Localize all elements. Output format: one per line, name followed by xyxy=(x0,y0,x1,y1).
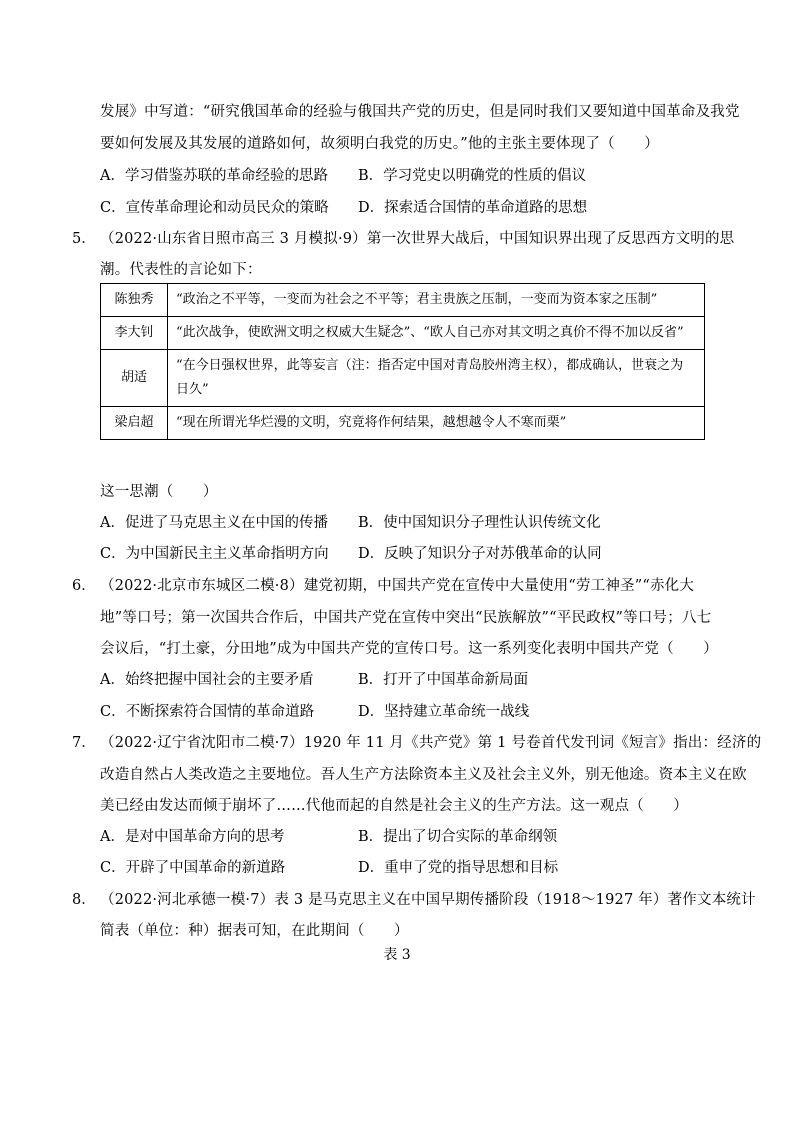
q5-option-b: B．使中国知识分子理性认识传统文化 xyxy=(358,515,601,531)
q7-option-c: C．开辟了中国革命的新道路 xyxy=(100,860,286,876)
table-row xyxy=(101,317,705,350)
quote-text: “现在所谓光华烂漫的文明，究竟将作何结果，越想越令人不寒而栗” xyxy=(168,407,705,440)
author-name: 梁启超 xyxy=(101,407,168,440)
q8-stem-line-1: （2022·河北承德一模·7）表 3 是马克思主义在中国早期传播阶段（1918～1927 年）著作文本统计 xyxy=(100,892,756,908)
q5-number: 5． xyxy=(72,231,96,247)
q5-question: 这一思潮（ ） xyxy=(100,484,218,500)
q5-option-d: D．反映了知识分子对苏俄革命的认同 xyxy=(358,546,602,562)
q7-option-d: D．重申了党的指导思想和目标 xyxy=(358,860,559,876)
q7-stem-line-2: 改造自然占人类改造之主要地位。吾人生产方法除资本主义及社会主义外，别无他途。资本主义在欧 xyxy=(100,767,747,783)
q5-stem-line-2: 潮。代表性的言论如下： xyxy=(100,262,262,278)
q6-option-b: B．打开了中国革命新局面 xyxy=(358,672,529,688)
quote-text: “政治之不平等，一变而为社会之不平等；君主贵族之压制，一变而为资本家之压制” xyxy=(168,284,705,317)
q5-option-a: A．促进了马克思主义在中国的传播 xyxy=(100,515,328,531)
quote-text: “在今日强权世界，此等妄言（注：指否定中国对青岛胶州湾主权），都成确认，世衰之为日久” xyxy=(168,350,705,407)
q4-option-d: D．探索适合国情的革命道路的思想 xyxy=(358,200,588,216)
q8-number: 8． xyxy=(72,892,96,908)
q5-stem-line-1: （2022·山东省日照市高三 3 月模拟·9）第一次世界大战后，中国知识界出现了反思西方文明的思 xyxy=(100,231,735,247)
quote-text: “此次战争，使欧洲文明之权威大生疑念”、“欧人自己亦对其文明之真价不得不加以反省” xyxy=(168,317,705,350)
q4-option-c: C．宣传革命理论和动员民众的策略 xyxy=(100,200,329,216)
author-name: 胡适 xyxy=(101,350,168,407)
table-caption: 表 3 xyxy=(383,947,411,963)
q4-stem-line-2: 要如何发展及其发展的道路如何，故须明白我党的历史。”他的主张主要体现了（ ） xyxy=(100,136,659,152)
table-row xyxy=(101,350,705,407)
q4-stem-line-1: 发展》中写道：“研究俄国革命的经验与俄国共产党的历史，但是同时我们又要知道中国革命及我党 xyxy=(100,104,740,120)
table-row xyxy=(101,407,705,440)
q6-option-d: D．坚持建立革命统一战线 xyxy=(358,704,530,720)
q7-option-a: A．是对中国革命方向的思考 xyxy=(100,829,285,845)
q6-option-c: C．不断探索符合国情的革命道路 xyxy=(100,704,315,720)
q7-stem-line-1: （2022·辽宁省沈阳市二模·7）1920 年 11 月《共产党》第 1 号卷首代发刊词《短言》指出：经济的 xyxy=(100,735,762,751)
author-name: 李大钊 xyxy=(101,317,168,350)
q6-option-a: A．始终把握中国社会的主要矛盾 xyxy=(100,672,314,688)
q8-stem-line-2: 简表（单位：种）据表可知，在此期间（ ） xyxy=(100,923,409,939)
q6-number: 6． xyxy=(72,578,96,594)
q6-stem-line-3: 会议后，“打土豪，分田地”成为中国共产党的宣传口号。这一系列变化表明中国共产党（ ） xyxy=(100,641,718,657)
author-name: 陈独秀 xyxy=(101,284,168,317)
q7-option-b: B．提出了切合实际的革命纲领 xyxy=(358,829,558,845)
q7-number: 7． xyxy=(72,735,96,751)
q6-stem-line-2: 地”等口号；第一次国共合作后，中国共产党在宣传中突出“民族解放”“平民政权”等口号；八七 xyxy=(100,610,712,626)
quotes-table xyxy=(100,283,705,440)
q5-option-c: C．为中国新民主主义革命指明方向 xyxy=(100,546,329,562)
table-row xyxy=(101,284,705,317)
q4-option-b: B．学习党史以明确党的性质的倡议 xyxy=(358,168,587,184)
q6-stem-line-1: （2022·北京市东城区二模·8）建党初期，中国共产党在宣传中大量使用“劳工神圣”“赤化大 xyxy=(100,578,695,594)
q4-option-a: A．学习借鉴苏联的革命经验的思路 xyxy=(100,168,328,184)
q7-stem-line-3: 美已经由发达而倾于崩坏了……代他而起的自然是社会主义的生产方法。这一观点（ ） xyxy=(100,798,688,814)
